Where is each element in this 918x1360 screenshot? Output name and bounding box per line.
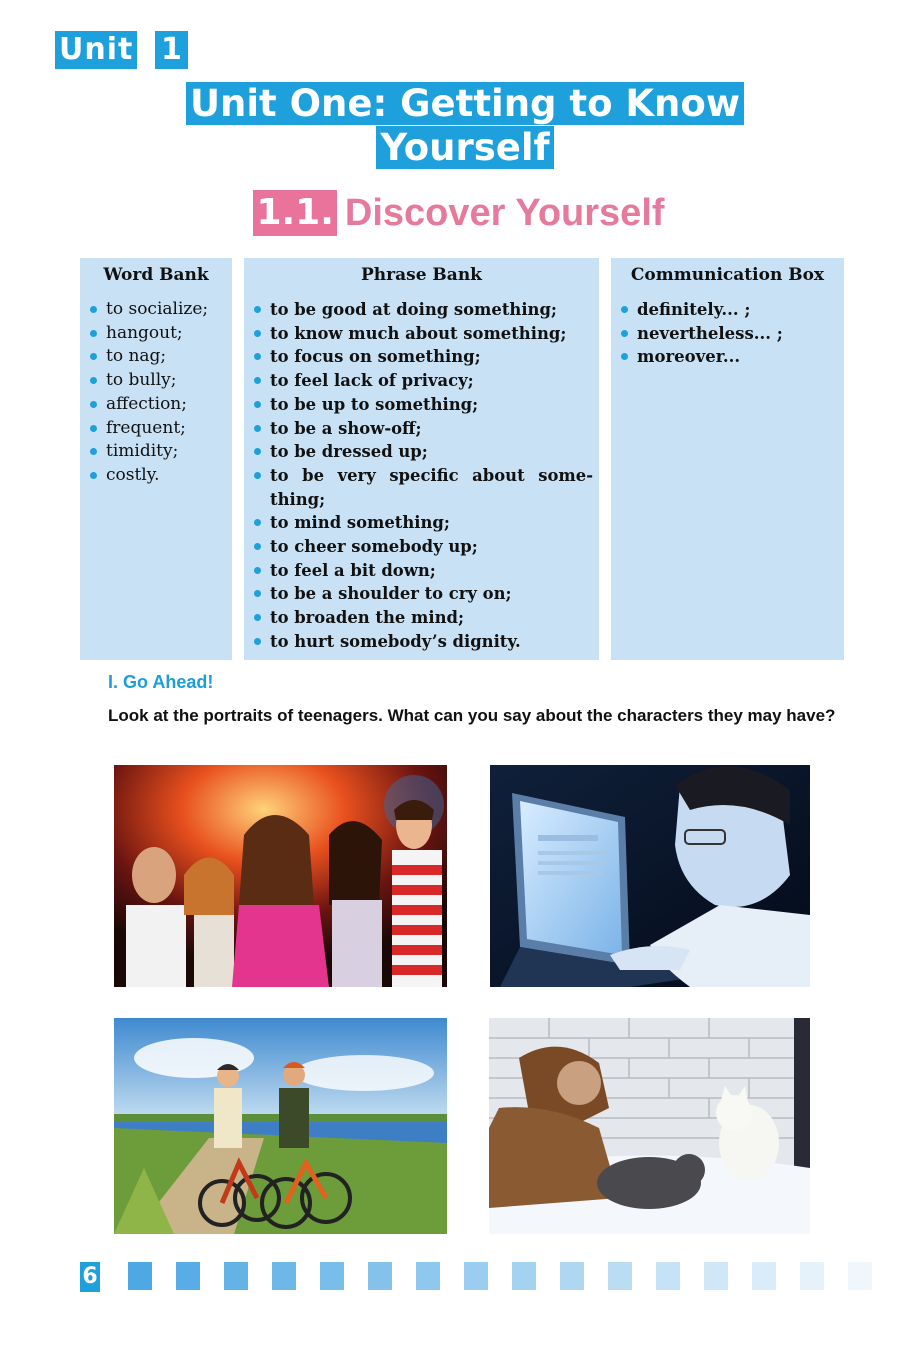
list-item: to be good at doing something; (250, 298, 593, 322)
list-item: to mind something; (250, 511, 593, 535)
section-title: Discover Yourself (344, 192, 665, 234)
list-item: affection; (86, 393, 232, 417)
list-item: nevertheless... ; (617, 322, 844, 346)
footer-square (416, 1262, 440, 1290)
footer-square (512, 1262, 536, 1290)
footer-square (368, 1262, 392, 1290)
unit-label: Unit (55, 31, 137, 69)
list-item: to be a show-off; (250, 417, 593, 441)
list-item: to be a shoulder to cry on; (250, 582, 593, 606)
phrase-bank (244, 258, 599, 660)
footer-square (128, 1262, 152, 1290)
footer-square (320, 1262, 344, 1290)
unit-title (120, 82, 810, 170)
list-item: to hurt somebody’s dignity. (250, 630, 593, 654)
list-item: to focus on something; (250, 345, 593, 369)
footer-square (224, 1262, 248, 1290)
footer-square (608, 1262, 632, 1290)
footer-square (752, 1262, 776, 1290)
list-item: to broaden the mind; (250, 606, 593, 630)
phrase-bank-title: Phrase Bank (361, 265, 482, 285)
list-item: hangout; (86, 322, 232, 346)
cats-snow-photo (489, 1018, 810, 1234)
exercise-instruction: Look at the portraits of teenagers. What can you say about the characters they may have? (108, 706, 836, 725)
communication-box-list (617, 298, 844, 369)
list-item: to be up to something; (250, 393, 593, 417)
party-teens-photo (114, 765, 447, 987)
footer-square (176, 1262, 200, 1290)
exercise-heading: I. Go Ahead! (108, 672, 214, 692)
section-heading (0, 190, 918, 236)
footer-square (464, 1262, 488, 1290)
word-bank-list (86, 298, 232, 488)
list-item: costly. (86, 464, 232, 488)
list-item: to socialize; (86, 298, 232, 322)
list-item: to be dressed up; (250, 440, 593, 464)
list-item: to nag; (86, 345, 232, 369)
computer-boy-photo (490, 765, 810, 987)
section-number: 1.1. (253, 190, 336, 236)
cyclists-photo (114, 1018, 447, 1234)
footer-square (272, 1262, 296, 1290)
footer-square (656, 1262, 680, 1290)
unit-title-text: Unit One: Getting to Know Yourself (186, 82, 744, 169)
word-bank-title: Word Bank (103, 265, 209, 285)
footer-square (848, 1262, 872, 1290)
footer-square (704, 1262, 728, 1290)
phrase-bank-list (250, 298, 593, 654)
communication-box (611, 258, 844, 660)
page-number: 6 (80, 1262, 100, 1292)
list-item: moreover... (617, 345, 844, 369)
list-item: to feel lack of privacy; (250, 369, 593, 393)
list-item: frequent; (86, 417, 232, 441)
list-item: to cheer somebody up; (250, 535, 593, 559)
word-bank (80, 258, 232, 660)
list-item: timidity; (86, 440, 232, 464)
list-item: to know much about something; (250, 322, 593, 346)
list-item: to be very specific about some-thing; (250, 464, 593, 511)
list-item: to feel a bit down; (250, 559, 593, 583)
footer-square (560, 1262, 584, 1290)
communication-box-title: Communication Box (630, 265, 825, 285)
unit-number: 1 (155, 31, 188, 69)
list-item: to bully; (86, 369, 232, 393)
footer-square (800, 1262, 824, 1290)
list-item: definitely... ; (617, 298, 844, 322)
